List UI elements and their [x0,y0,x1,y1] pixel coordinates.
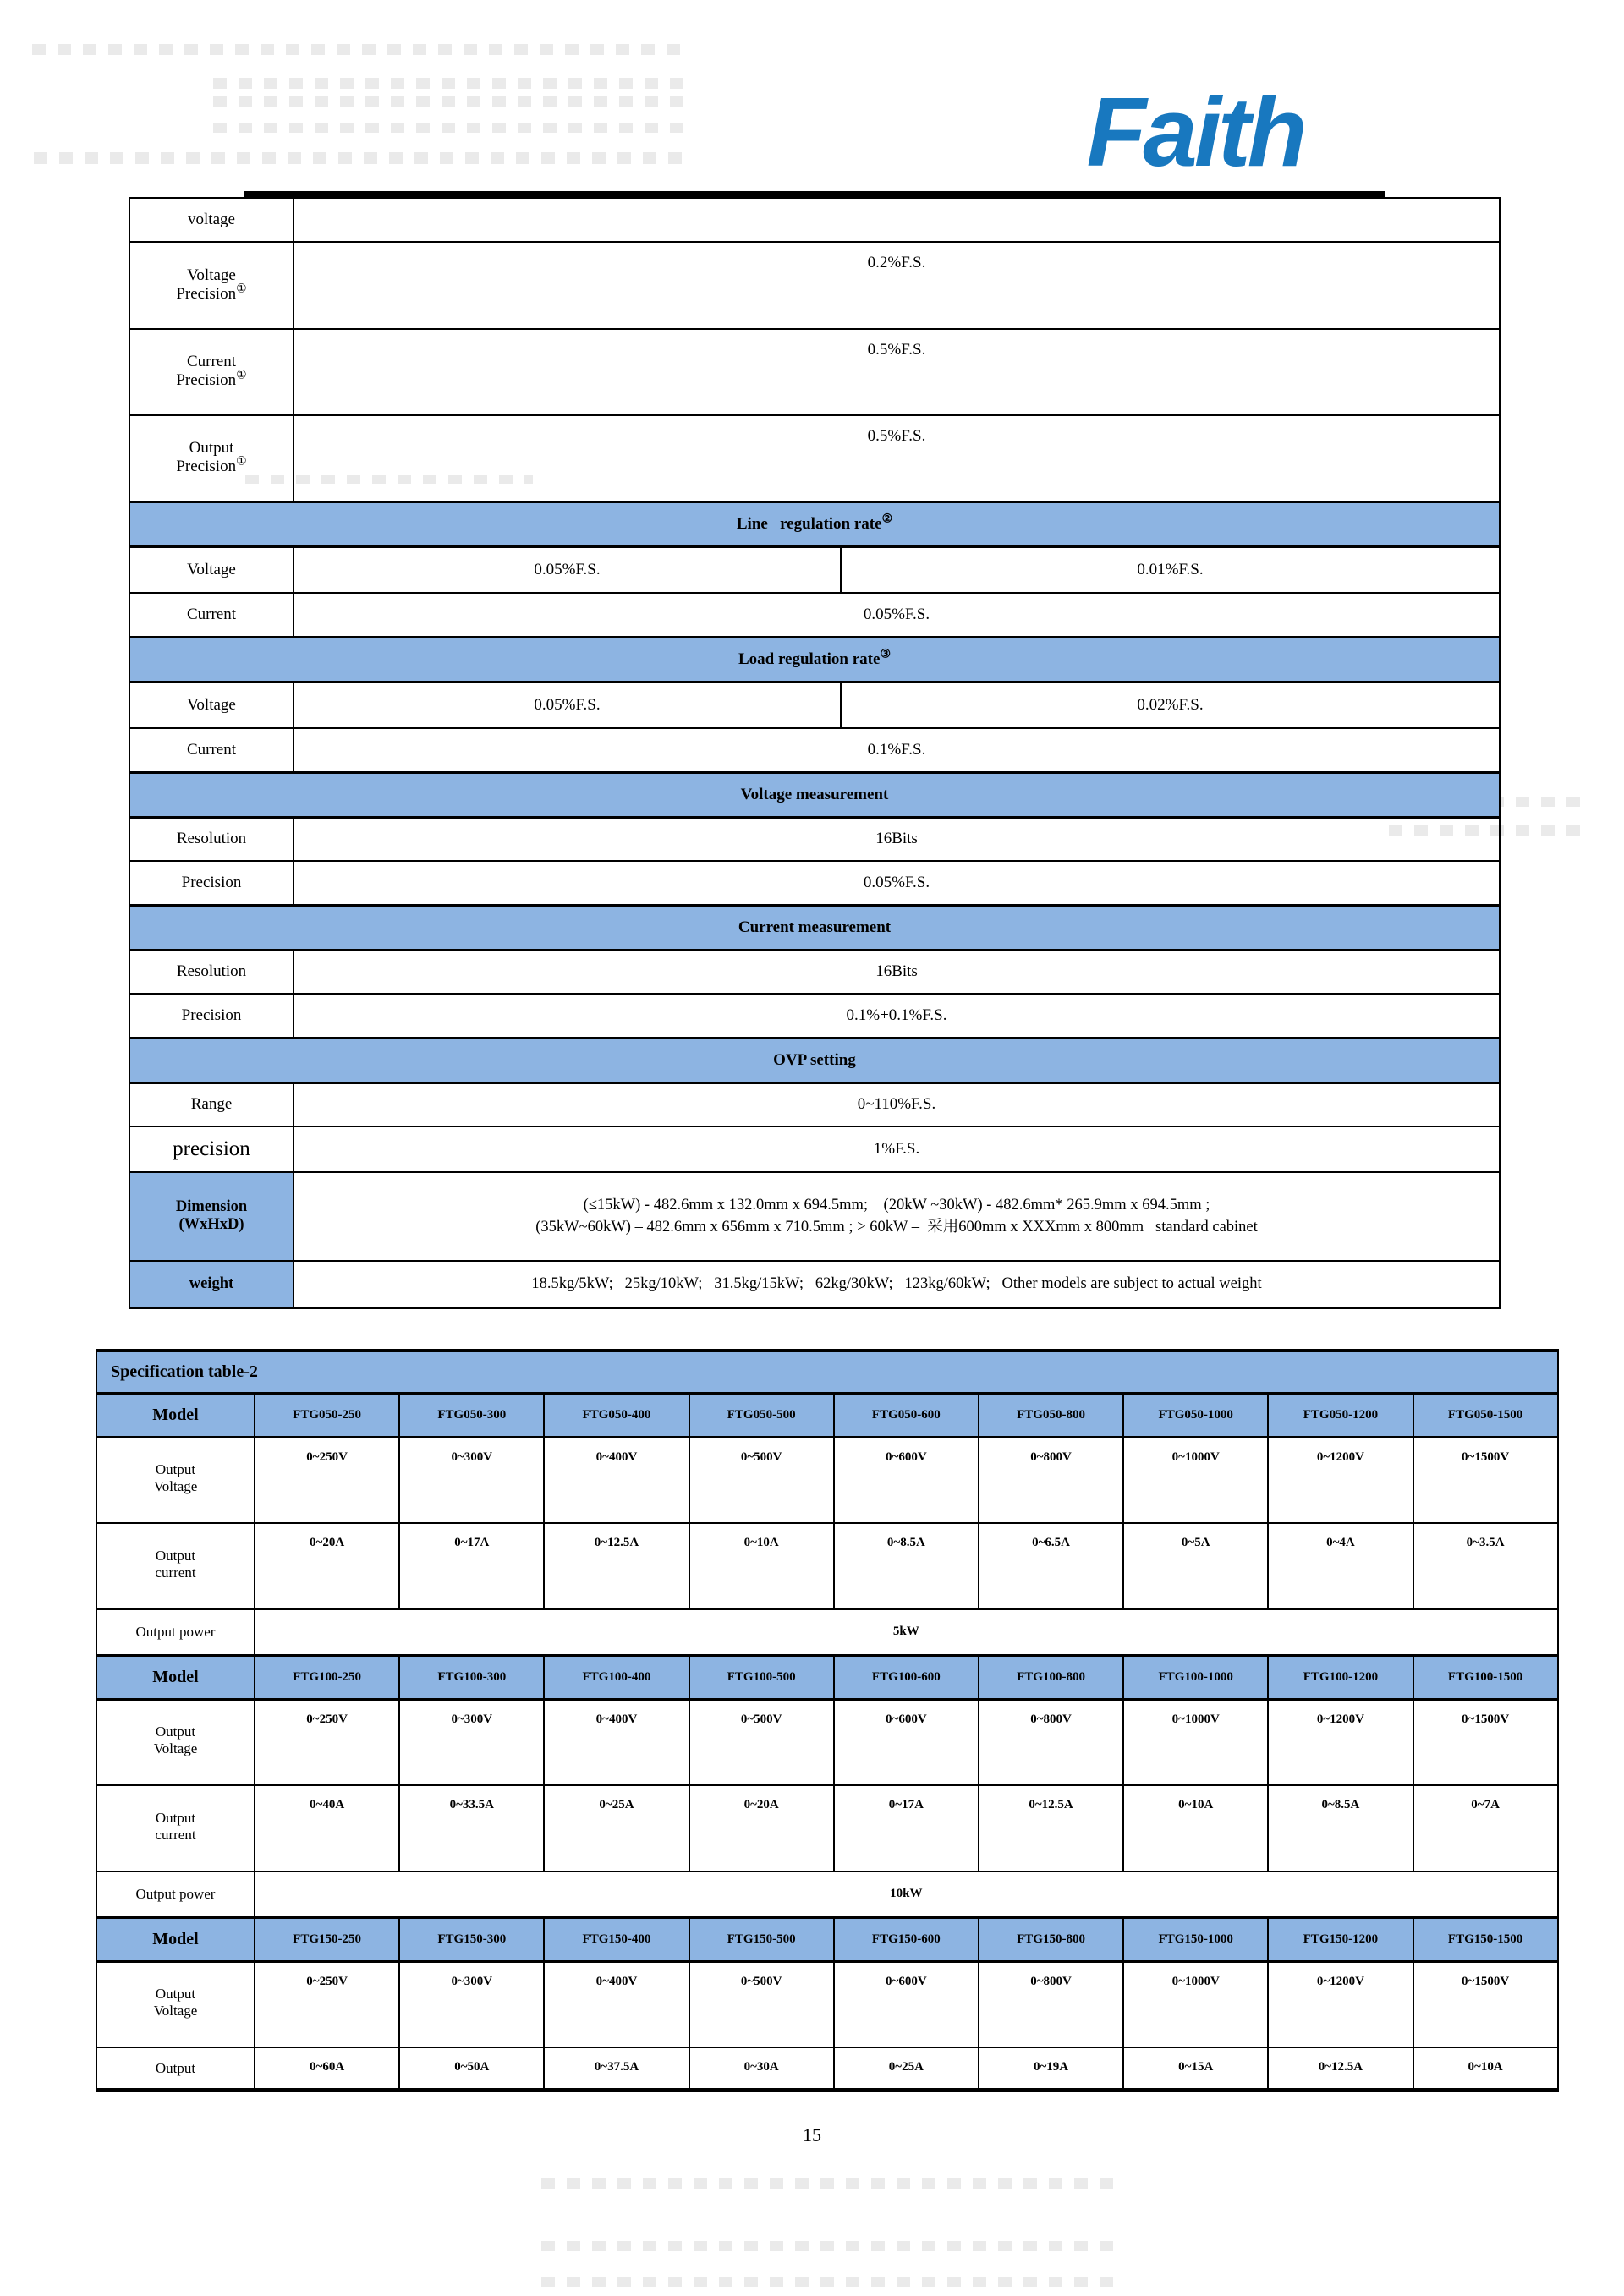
dimension-lines [294,1192,1499,1241]
model-name: FTG050-400 [544,1393,689,1437]
table1-row [129,1038,1500,1082]
table1-row [129,198,1500,242]
output-power-value: 5kW [255,1609,1558,1655]
spec-label: weight [129,1261,294,1307]
output-power-value: 10kW [255,1871,1558,1917]
output-current-row [96,1785,1558,1871]
output-current-value: 0~12.5A [1268,2047,1413,2090]
spec-label: Range [129,1082,294,1126]
model-row [96,1393,1558,1437]
table1-row [129,728,1500,772]
spec-value: 0.5%F.S. [294,415,1500,501]
model-name: FTG100-800 [979,1655,1123,1699]
spec-label [129,242,294,329]
output-power-label: Output power [96,1609,255,1655]
spec-label [129,1172,294,1261]
output-current-value: 0~17A [834,1785,979,1871]
spec-label: Precision [129,994,294,1038]
output-voltage-value: 0~1200V [1268,1699,1413,1785]
output-current-value: 0~6.5A [979,1523,1123,1609]
table1-row [129,994,1500,1038]
table1-row [129,1126,1500,1172]
output-voltage-value: 0~500V [689,1699,834,1785]
spec-label-lines [130,344,293,400]
output-voltage-value: 0~600V [834,1437,979,1523]
model-name: FTG100-1200 [1268,1655,1413,1699]
scan-artifact [541,2277,1125,2287]
output-voltage-value: 0~400V [544,1961,689,2047]
output-current-value: 0~12.5A [544,1523,689,1609]
spec-label: Voltage [129,546,294,593]
model-label: Model [96,1655,255,1699]
output-voltage-value: 0~600V [834,1699,979,1785]
model-name: FTG150-300 [399,1917,544,1961]
footnote-marker: ② [881,512,893,526]
spec-label-lines [130,1190,293,1244]
output-current-value: 0~19A [979,2047,1123,2090]
row-label-lines [97,1800,254,1857]
spec-value: 0.1%F.S. [294,728,1500,772]
spec-label: Voltage [129,682,294,728]
spec-label-line1: Voltage [187,266,236,284]
spec-label [129,329,294,415]
spec-label [129,415,294,501]
model-name: FTG100-1500 [1413,1655,1558,1699]
table1-row [129,242,1500,329]
table1-row [129,415,1500,501]
table1-row [129,950,1500,994]
table1-row [129,546,1500,593]
table1-row [129,1172,1500,1261]
spec-value-left: 0.05%F.S. [294,682,841,728]
output-current-value: 0~5A [1123,1523,1268,1609]
footnote-marker: ③ [880,648,892,661]
table1-row [129,817,1500,861]
spec-label-lines [130,258,293,314]
row-label [96,1437,255,1523]
model-name: FTG050-800 [979,1393,1123,1437]
model-name: FTG100-500 [689,1655,834,1699]
output-voltage-value: 0~600V [834,1961,979,2047]
table1-row [129,593,1500,637]
model-name: FTG050-300 [399,1393,544,1437]
output-voltage-row [96,1699,1558,1785]
output-current-value: 0~7A [1413,1785,1558,1871]
spec-value-right: 0.01%F.S. [841,546,1500,593]
footnote-marker: ① [236,455,247,469]
spec-label: Resolution [129,817,294,861]
output-current-value: 0~8.5A [1268,1785,1413,1871]
output-voltage-value: 0~1500V [1413,1961,1558,2047]
spec-value [294,198,1500,242]
row-label-lines [97,1713,254,1771]
scan-artifact [213,96,687,107]
model-name: FTG150-500 [689,1917,834,1961]
spec-label: voltage [129,198,294,242]
output-current-value: 0~8.5A [834,1523,979,1609]
scan-artifact [34,152,685,164]
output-power-row [96,1609,1558,1655]
model-label: Model [96,1393,255,1437]
output-voltage-value: 0~1000V [1123,1699,1268,1785]
dimension-line2: (35kW~60kW) – 482.6mm x 656mm x 710.5mm ; > 60kW – 采用600mm x XXXmm x 800mm standard cabinet [535,1219,1258,1236]
row-label-lines [97,1537,254,1595]
spec-label-line2: Precision① [176,282,247,303]
spec-value-left: 0.05%F.S. [294,546,841,593]
output-current-value: 0~17A [399,1523,544,1609]
spec-value-right: 0.02%F.S. [841,682,1500,728]
model-label: Model [96,1917,255,1961]
spec-table-1-grid [129,197,1501,1309]
spec-value: 0.5%F.S. [294,329,1500,415]
row-label-line2: Voltage [153,1478,198,1495]
row-label-line1: Output [155,1810,196,1826]
spec-section-header: Load regulation rate③ [129,637,1500,682]
output-current-value: 0~33.5A [399,1785,544,1871]
model-name: FTG100-1000 [1123,1655,1268,1699]
row-label-line1: Output [155,1723,196,1740]
spec-value: 16Bits [294,950,1500,994]
spec-label-lines [130,430,293,486]
model-name: FTG050-250 [255,1393,399,1437]
model-name: FTG150-600 [834,1917,979,1961]
table1-row [129,637,1500,682]
table2-title-row [96,1351,1558,1393]
output-voltage-value: 0~1200V [1268,1961,1413,2047]
output-voltage-value: 0~500V [689,1961,834,2047]
spec-value: 0.05%F.S. [294,861,1500,905]
output-voltage-value: 0~800V [979,1437,1123,1523]
output-current-row [96,1523,1558,1609]
spec-section-header: OVP setting [129,1038,1500,1082]
row-label-line1: Output [155,1461,196,1478]
footnote-marker: ① [236,282,247,296]
spec-value: 0~110%F.S. [294,1082,1500,1126]
brand-logo: Faith [1086,77,1304,187]
output-voltage-value: 0~1500V [1413,1699,1558,1785]
page-number: 15 [803,2124,821,2145]
output-current-value: 0~10A [1413,2047,1558,2090]
output-current-value: 0~37.5A [544,2047,689,2090]
output-voltage-value: 0~800V [979,1699,1123,1785]
spec-table-2-grid [96,1349,1559,2092]
row-label [96,1785,255,1871]
row-label-line1: Output [155,1548,196,1564]
output-voltage-value: 0~1200V [1268,1437,1413,1523]
model-name: FTG150-400 [544,1917,689,1961]
output-power-label: Output power [96,1871,255,1917]
model-name: FTG050-1000 [1123,1393,1268,1437]
output-current-value: 0~30A [689,2047,834,2090]
output-voltage-value: 0~250V [255,1699,399,1785]
row-label-line2: Voltage [153,1740,198,1757]
spec-section-header: Line regulation rate② [129,501,1500,546]
output-voltage-row [96,1961,1558,2047]
output-current-value: 0~25A [834,2047,979,2090]
output-current-value: 0~40A [255,1785,399,1871]
model-name: FTG150-1500 [1413,1917,1558,1961]
spec-value [294,1172,1500,1261]
output-current-value: 0~50A [399,2047,544,2090]
model-name: FTG100-400 [544,1655,689,1699]
output-current-value: 0~10A [689,1523,834,1609]
output-voltage-value: 0~400V [544,1437,689,1523]
spec-section-header: Current measurement [129,905,1500,950]
row-label-line2: Voltage [153,2003,198,2019]
spec-label: Precision [129,861,294,905]
output-current-value: 0~20A [689,1785,834,1871]
output-voltage-value: 0~1000V [1123,1437,1268,1523]
output-current-value: 0~60A [255,2047,399,2090]
table2-title: Specification table-2 [96,1351,1558,1393]
spec-value: 16Bits [294,817,1500,861]
row-label [96,1961,255,2047]
model-name: FTG100-600 [834,1655,979,1699]
output-current-value: 0~12.5A [979,1785,1123,1871]
scan-artifact [541,2241,1125,2251]
row-label [96,1523,255,1609]
output-current-row [96,2047,1558,2090]
header-rule [244,191,1385,197]
table1-row [129,1261,1500,1307]
dimension-line1: (≤15kW) - 482.6mm x 132.0mm x 694.5mm; (20kW ~30kW) - 482.6mm* 265.9mm x 694.5mm ; [583,1197,1210,1214]
model-name: FTG150-800 [979,1917,1123,1961]
table1-row [129,861,1500,905]
spec-value: 18.5kg/5kW; 25kg/10kW; 31.5kg/15kW; 62kg/30kW; 123kg/60kW; Other models are subject to actual weight [294,1261,1500,1307]
spec-label: Resolution [129,950,294,994]
output-voltage-value: 0~250V [255,1437,399,1523]
model-name: FTG150-1000 [1123,1917,1268,1961]
spec-label: precision [129,1126,294,1172]
row-label-line2: current [155,1827,196,1843]
row-label-lines [97,1975,254,2033]
spec-label-line2: (WxHxD) [178,1215,244,1233]
scan-artifact [213,78,687,89]
scan-artifact [541,2178,1125,2189]
output-voltage-value: 0~500V [689,1437,834,1523]
row-label-line1: Output [155,1986,196,2003]
spec-label-line1: Output [189,438,234,457]
output-current-value: 0~3.5A [1413,1523,1558,1609]
spec-label-line2: Precision① [176,369,247,389]
table1-row [129,682,1500,728]
spec-label-line2: Precision① [176,455,247,475]
model-row [96,1655,1558,1699]
output-voltage-value: 0~250V [255,1961,399,2047]
spec-label: Current [129,593,294,637]
row-label-lines [97,1451,254,1509]
table1-row [129,329,1500,415]
model-name: FTG150-1200 [1268,1917,1413,1961]
spec-label: Current [129,728,294,772]
model-name: FTG100-300 [399,1655,544,1699]
table1-row [129,905,1500,950]
output-voltage-value: 0~1500V [1413,1437,1558,1523]
row-label-line2: current [155,1564,196,1581]
scan-artifact [213,123,687,133]
spec-value: 0.05%F.S. [294,593,1500,637]
output-voltage-value: 0~800V [979,1961,1123,2047]
output-current-value: 0~20A [255,1523,399,1609]
spec-label-line1: Current [186,353,237,370]
spec-section-header: Voltage measurement [129,772,1500,817]
output-current-value: 0~10A [1123,1785,1268,1871]
output-voltage-value: 0~1000V [1123,1961,1268,2047]
table1-row [129,501,1500,546]
scan-artifact [32,44,683,55]
spec-label-line1: Dimension [175,1197,248,1215]
model-name: FTG050-500 [689,1393,834,1437]
spec-value: 0.2%F.S. [294,242,1500,329]
spec-value: 1%F.S. [294,1126,1500,1172]
table1-row [129,1082,1500,1126]
model-name: FTG050-600 [834,1393,979,1437]
table1-row [129,772,1500,817]
output-power-row [96,1871,1558,1917]
row-label [96,1699,255,1785]
footnote-marker: ① [236,369,247,382]
output-voltage-value: 0~400V [544,1699,689,1785]
model-name: FTG150-250 [255,1917,399,1961]
model-name: FTG100-250 [255,1655,399,1699]
model-row [96,1917,1558,1961]
output-voltage-value: 0~300V [399,1699,544,1785]
output-voltage-value: 0~300V [399,1961,544,2047]
output-current-value: 0~25A [544,1785,689,1871]
output-voltage-value: 0~300V [399,1437,544,1523]
output-current-value: 0~4A [1268,1523,1413,1609]
output-voltage-row [96,1437,1558,1523]
output-current-value: 0~15A [1123,2047,1268,2090]
model-name: FTG050-1200 [1268,1393,1413,1437]
spec-value: 0.1%+0.1%F.S. [294,994,1500,1038]
model-name: FTG050-1500 [1413,1393,1558,1437]
row-label: Output [96,2047,255,2090]
